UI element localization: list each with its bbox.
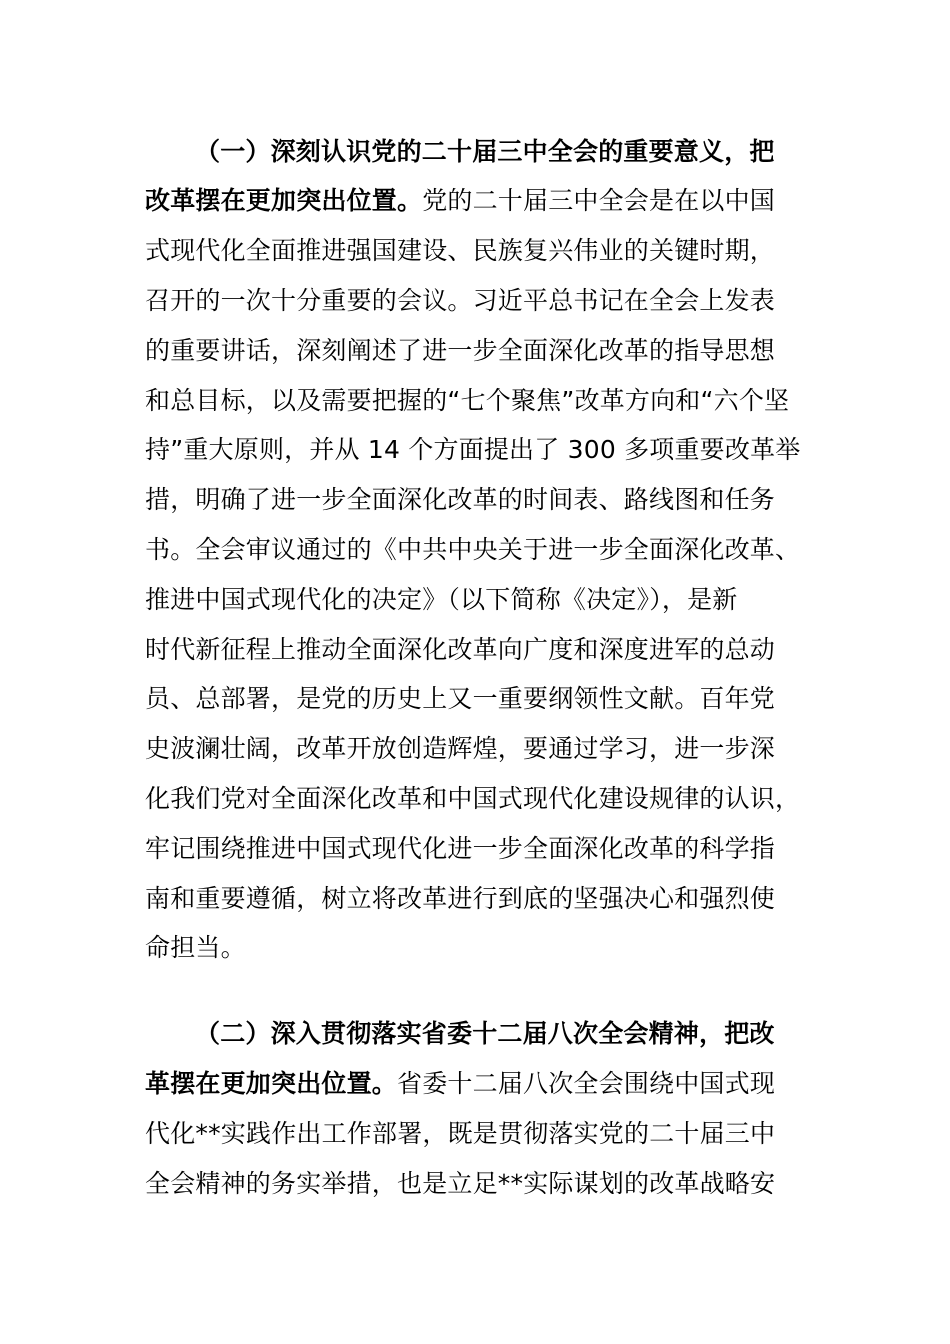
paragraph-line [145, 234, 775, 268]
paragraph-line [145, 682, 775, 716]
body-text: 南和重要遵循，树立将改革进行到底的坚强决心和强烈使 [145, 884, 776, 913]
paragraph-line [145, 483, 775, 517]
paragraph-line [145, 184, 775, 218]
body-text: 员、总部署，是党的历史上又一重要纲领性文献。百年党 [145, 684, 776, 713]
body-text: 党的二十届三中全会是在以中国 [422, 186, 776, 215]
paragraph-line [145, 384, 789, 418]
paragraph-line [145, 1067, 775, 1101]
body-text: 的重要讲话，深刻阐述了进一步全面深化改革的指导思想 [145, 336, 776, 365]
paragraph-line [145, 334, 775, 368]
heading-text: （二）深入贯彻落实省委十二届八次全会精神，把改 [195, 1019, 775, 1048]
body-text: 时代新征程上推动全面深化改革向广度和深度进军的总动 [145, 635, 776, 664]
body-text: 代化**实践作出工作部署，既是贯彻落实党的二十届三中 [145, 1119, 776, 1148]
body-text: 推进中国式现代化的决定》（以下简称《决定》），是新 [145, 585, 738, 614]
body-text: 召开的一次十分重要的会议。习近平总书记在全会上发表 [145, 286, 776, 315]
paragraph-line [145, 1117, 775, 1151]
body-text: 牢记围绕推进中国式现代化进一步全面深化改革的科学指 [145, 834, 776, 863]
paragraph-line [145, 583, 738, 617]
paragraph-line [195, 1017, 775, 1051]
paragraph-line [145, 782, 800, 816]
body-text: 持”重大原则，并从 14 个方面提出了 300 多项重要改革举 [145, 435, 801, 464]
body-text: 全会精神的务实举措，也是立足**实际谋划的改革战略安 [145, 1169, 776, 1198]
body-text: 史波澜壮阔，改革开放创造辉煌，要通过学习，进一步深 [145, 734, 776, 763]
body-text: 措，明确了进一步全面深化改革的时间表、路线图和任务 [145, 485, 776, 514]
heading-text: 革摆在更加突出位置。 [145, 1069, 398, 1098]
paragraph-line [145, 633, 775, 667]
body-text: 和总目标，以及需要把握的“七个聚焦”改革方向和“六个坚 [145, 386, 790, 415]
paragraph-line [145, 284, 775, 318]
paragraph-line [145, 882, 775, 916]
body-text: 命担当。 [145, 933, 246, 962]
heading-text: 改革摆在更加突出位置。 [145, 186, 423, 215]
paragraph-line [145, 533, 800, 567]
heading-text: （一）深刻认识党的二十届三中全会的重要意义，把 [195, 137, 775, 166]
paragraph-line [145, 931, 246, 965]
paragraph-line [145, 433, 800, 467]
body-text: 书。全会审议通过的《中共中央关于进一步全面深化改革、 [145, 535, 801, 564]
body-text: 式现代化全面推进强国建设、民族复兴伟业的关键时期， [145, 236, 776, 265]
paragraph-line [145, 732, 775, 766]
body-text: 化我们党对全面深化改革和中国式现代化建设规律的认识， [145, 784, 801, 813]
paragraph-line [145, 1167, 775, 1201]
paragraph-line [195, 135, 775, 169]
body-text: 省委十二届八次全会围绕中国式现 [397, 1069, 776, 1098]
paragraph-line [145, 832, 775, 866]
